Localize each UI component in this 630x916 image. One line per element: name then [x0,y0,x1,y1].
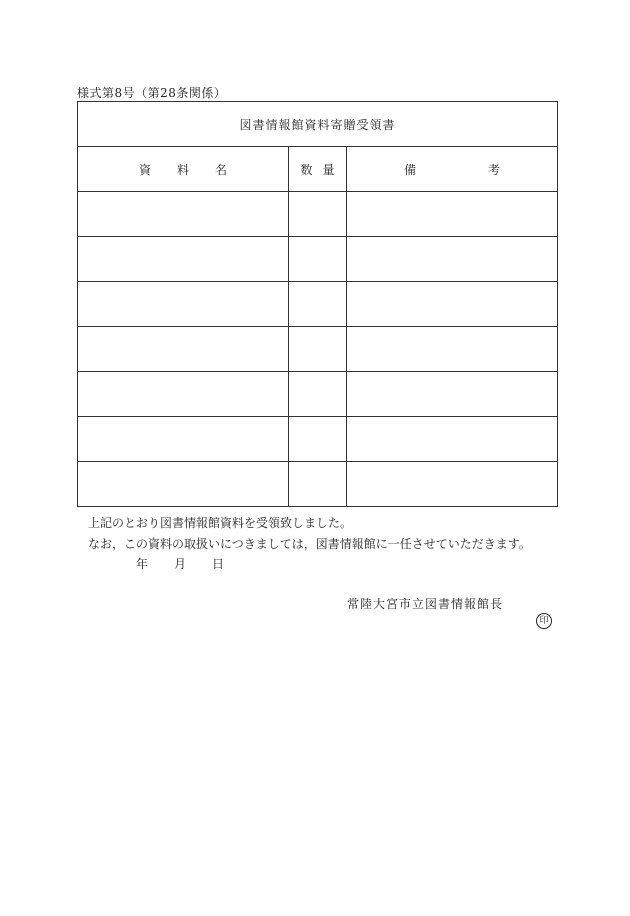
quantity-cell[interactable] [289,417,347,462]
material-name-cell[interactable] [78,372,289,417]
receipt-title: 図書情報館資料寄贈受領書 [78,102,558,147]
statement-line-1: 上記のとおり図書情報館資料を受領致しました。 [88,516,353,530]
remarks-cell[interactable] [347,372,558,417]
table-row [78,417,558,462]
seal-mark: 印 [536,613,552,629]
table-row [78,192,558,237]
remarks-cell[interactable] [347,192,558,237]
date-day: 日 [212,557,225,571]
quantity-cell[interactable] [289,462,347,507]
remarks-cell[interactable] [347,417,558,462]
receipt-table [77,101,558,507]
header-remarks-char-2: 考 [488,162,501,177]
header-material-name-char-3: 名 [215,162,228,177]
header-material-name [78,147,289,192]
statement-line-2: なお，この資料の取扱いにつきましては，図書情報館に一任させていただきます。 [88,537,531,551]
form-number: 様式第8号（第28条関係） [77,86,227,100]
table-row [78,327,558,372]
table-row [78,462,558,507]
header-material-name-char-1: 資 [138,162,151,177]
date-line [136,555,224,572]
material-name-cell[interactable] [78,417,289,462]
date-year: 年 [136,557,149,571]
material-name-cell[interactable] [78,462,289,507]
quantity-cell[interactable] [289,327,347,372]
quantity-cell[interactable] [289,237,347,282]
remarks-cell[interactable] [347,282,558,327]
date-month: 月 [174,557,187,571]
header-quantity [289,147,347,192]
remarks-cell[interactable] [347,462,558,507]
header-quantity-char-1: 数 [300,162,313,177]
material-name-cell[interactable] [78,237,289,282]
quantity-cell[interactable] [289,282,347,327]
material-name-cell[interactable] [78,327,289,372]
signatory: 常陸大宮市立図書情報館長 [347,597,504,611]
header-quantity-char-2: 量 [322,162,335,177]
header-remarks [347,147,558,192]
quantity-cell[interactable] [289,372,347,417]
table-row [78,237,558,282]
material-name-cell[interactable] [78,282,289,327]
table-row [78,372,558,417]
header-remarks-char-1: 備 [404,162,417,177]
remarks-cell[interactable] [347,237,558,282]
quantity-cell[interactable] [289,192,347,237]
remarks-cell[interactable] [347,327,558,372]
header-material-name-char-2: 料 [176,162,189,177]
material-name-cell[interactable] [78,192,289,237]
table-row [78,282,558,327]
